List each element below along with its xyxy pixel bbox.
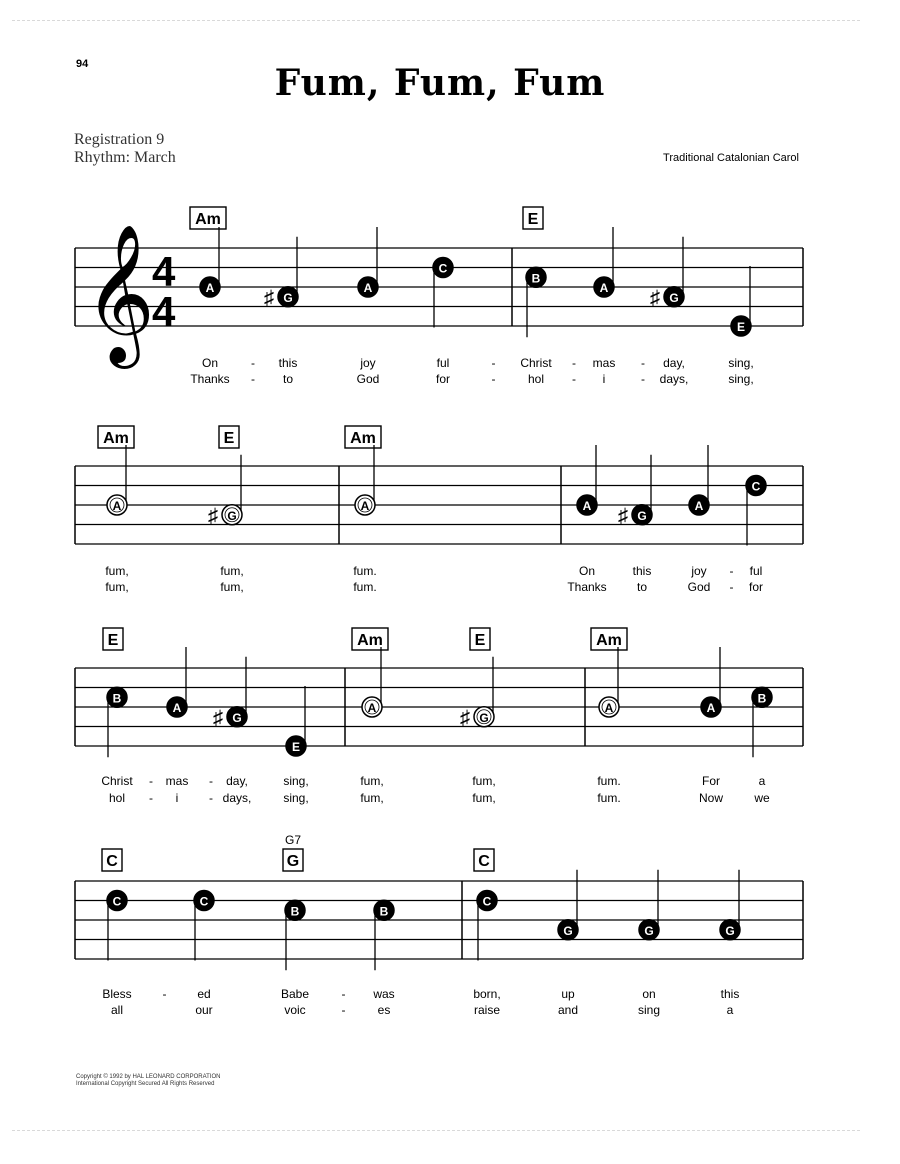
note-letter: G: [227, 508, 237, 523]
lyric-hyphen: -: [149, 791, 153, 805]
lyric-hyphen: -: [641, 372, 645, 386]
sharp-sign: ♯: [208, 504, 218, 527]
chord-symbol: Am: [350, 430, 376, 447]
lyric-syllable: raise: [473, 1003, 501, 1017]
note-letter: G: [637, 508, 647, 523]
lyric-syllable: days,: [222, 791, 252, 805]
rhythm-label: Rhythm: March: [74, 149, 176, 166]
note-letter: C: [482, 894, 492, 909]
lyric-syllable: on: [642, 987, 656, 1001]
note-letter: B: [379, 904, 389, 919]
lyric-syllable: this: [720, 987, 740, 1001]
lyric-syllable: God: [687, 580, 711, 594]
lyric-syllable: joy: [360, 356, 376, 370]
note-letter: G: [563, 923, 573, 938]
chord-symbol: E: [474, 632, 486, 649]
copyright-line: Copyright © 1992 by HAL LEONARD CORPORATION: [76, 1074, 221, 1080]
note-letter: G: [283, 290, 293, 305]
lyric-syllable: Christ: [520, 356, 552, 370]
note-letter: E: [291, 740, 301, 754]
note-letter: C: [199, 894, 209, 909]
sharp-sign: ♯: [618, 504, 628, 527]
note-letter: B: [757, 691, 767, 706]
copyright-notice: [76, 1074, 220, 1088]
note-letter: G: [644, 923, 654, 938]
chord-symbol: C: [478, 853, 490, 870]
song-title: Fum, Fum, Fum: [274, 62, 606, 104]
lyric-syllable: to: [282, 372, 294, 386]
lyric-syllable: fum,: [220, 580, 244, 594]
note-letter: G: [479, 710, 489, 725]
lyric-syllable: hol: [527, 372, 545, 386]
note-letter: G: [232, 710, 242, 725]
registration-label: Registration 9: [74, 131, 165, 148]
note-letter: A: [367, 701, 377, 715]
lyric-hyphen: -: [209, 791, 213, 805]
lyric-syllable: es: [377, 1003, 391, 1017]
lyric-syllable: day,: [226, 774, 248, 788]
note-letter: C: [438, 261, 448, 276]
sharp-sign: ♯: [460, 706, 470, 729]
lyric-syllable: On: [201, 356, 219, 370]
lyric-hyphen: -: [729, 564, 734, 578]
lyric-syllable: a: [758, 774, 766, 788]
note-letter: A: [112, 499, 122, 513]
lyric-syllable: ful: [749, 564, 763, 578]
note-letter: A: [172, 701, 182, 715]
lyric-syllable: all: [110, 1003, 124, 1017]
note-letter: A: [363, 281, 373, 295]
chord-symbol: C: [106, 853, 118, 870]
lyric-hyphen: -: [251, 372, 255, 386]
lyric-syllable: sing,: [728, 372, 754, 386]
lyric-syllable: For: [702, 774, 720, 788]
lyric-syllable: voic: [284, 1003, 306, 1017]
lyric-syllable: fum,: [220, 564, 244, 578]
lyric-syllable: for: [748, 580, 764, 594]
note-letter: A: [582, 499, 592, 513]
lyric-syllable: was: [373, 987, 395, 1001]
lyric-syllable: sing,: [283, 791, 309, 805]
lyric-syllable: fum,: [360, 791, 384, 805]
note-letter: C: [751, 479, 761, 494]
chord-symbol: Am: [357, 632, 383, 649]
lyric-syllable: and: [557, 1003, 579, 1017]
chord-symbol: Am: [596, 632, 622, 649]
lyric-syllable: this: [632, 564, 652, 578]
note-letter: E: [736, 320, 746, 334]
lyric-syllable: joy: [691, 564, 707, 578]
lyric-syllable: Now: [698, 791, 724, 805]
note-letter: A: [360, 499, 370, 513]
lyric-hyphen: -: [149, 774, 153, 788]
lyric-hyphen: -: [251, 356, 255, 370]
chord-symbol: E: [527, 211, 539, 228]
lyric-syllable: this: [278, 356, 298, 370]
lyric-syllable: Thanks: [567, 580, 607, 594]
lyric-syllable: Bless: [102, 987, 132, 1001]
lyric-syllable: for: [435, 372, 451, 386]
staff-system: [75, 833, 803, 1017]
lyric-syllable: we: [754, 791, 770, 805]
lyric-hyphen: -: [209, 774, 213, 788]
lyric-syllable: days,: [659, 372, 689, 386]
lyric-hyphen: -: [341, 1003, 346, 1017]
note-letter: B: [531, 271, 541, 286]
lyric-syllable: i: [175, 791, 179, 805]
chord-symbol: Am: [195, 211, 221, 228]
lyric-syllable: hol: [108, 791, 126, 805]
lyric-syllable: day,: [663, 356, 685, 370]
note-letter: B: [290, 904, 300, 919]
lyric-hyphen: -: [162, 987, 167, 1001]
sharp-sign: ♯: [213, 706, 223, 729]
lyric-syllable: sing,: [283, 774, 309, 788]
chord-symbol: Am: [103, 430, 129, 447]
note-letter: A: [599, 281, 609, 295]
note-letter: C: [112, 894, 122, 909]
time-signature-bottom: 4: [152, 288, 176, 335]
lyric-syllable: fum,: [360, 774, 384, 788]
lyric-syllable: fum,: [472, 791, 496, 805]
lyric-syllable: On: [578, 564, 596, 578]
note-letter: A: [205, 281, 215, 295]
note-letter: A: [706, 701, 716, 715]
staff-system: [75, 628, 803, 805]
lyric-syllable: fum.: [597, 774, 621, 788]
lyric-syllable: ful: [436, 356, 450, 370]
lyric-syllable: born,: [473, 987, 501, 1001]
staff-system: [75, 426, 803, 594]
composer-credit: Traditional Catalonian Carol: [663, 152, 799, 164]
lyric-hyphen: -: [729, 580, 734, 594]
note-letter: A: [694, 499, 704, 513]
page-number: 94: [76, 58, 89, 70]
lyric-hyphen: -: [341, 987, 346, 1001]
lyric-hyphen: -: [491, 356, 496, 370]
lyric-syllable: fum,: [105, 564, 129, 578]
time-signature-top: 4: [152, 248, 176, 295]
lyric-syllable: fum.: [597, 791, 621, 805]
note-letter: G: [725, 923, 735, 938]
lyric-syllable: fum,: [105, 580, 129, 594]
staff-system: [75, 207, 803, 386]
note-letter: G: [669, 290, 679, 305]
lyric-hyphen: -: [491, 372, 496, 386]
lyric-syllable: fum.: [353, 564, 377, 578]
lyric-syllable: fum.: [353, 580, 377, 594]
lyric-syllable: Christ: [101, 774, 133, 788]
lyric-syllable: our: [195, 1003, 213, 1017]
lyric-syllable: fum,: [472, 774, 496, 788]
sharp-sign: ♯: [650, 286, 660, 309]
lyric-hyphen: -: [641, 356, 645, 370]
lyric-syllable: mas: [592, 356, 616, 370]
lyric-syllable: Thanks: [190, 372, 230, 386]
lyric-syllable: Babe: [280, 987, 310, 1001]
lyric-syllable: sing,: [728, 356, 754, 370]
lyric-syllable: mas: [165, 774, 189, 788]
lyric-hyphen: -: [572, 372, 576, 386]
lyric-syllable: ed: [197, 987, 211, 1001]
lyric-syllable: i: [602, 372, 606, 386]
lyric-syllable: sing: [637, 1003, 661, 1017]
lyric-syllable: a: [726, 1003, 734, 1017]
copyright-rights-line: International Copyright Secured All Rights Reserved: [76, 1081, 215, 1087]
note-letter: B: [112, 691, 122, 706]
sharp-sign: ♯: [264, 286, 274, 309]
lyric-syllable: to: [636, 580, 648, 594]
lyric-hyphen: -: [572, 356, 576, 370]
chord-alternate: G7: [284, 833, 302, 847]
chord-symbol: G: [286, 853, 300, 870]
treble-clef: 𝄞: [84, 226, 155, 360]
chord-symbol: E: [223, 430, 235, 447]
chord-symbol: E: [107, 632, 119, 649]
lyric-syllable: up: [561, 987, 575, 1001]
note-letter: A: [604, 701, 614, 715]
lyric-syllable: God: [356, 372, 380, 386]
